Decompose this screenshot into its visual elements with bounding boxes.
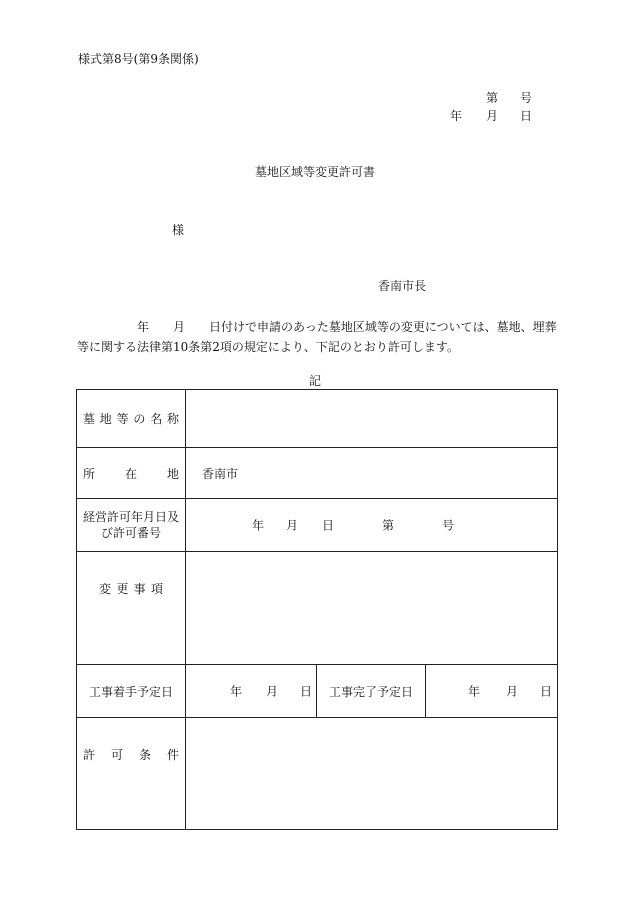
conditions-label [77,718,186,830]
name-label [77,390,186,448]
row-name [77,390,558,448]
form-number: 様式第8号(第9条関係) [78,52,199,66]
complete-label: 工事完了予定日 [317,665,426,718]
issue-date-day: 日 [520,109,533,123]
permit-no-dai: 第 [382,518,395,533]
change-value[interactable] [186,552,558,665]
change-label-char: 項 [150,582,163,596]
conditions-label-char: 条 [138,748,151,762]
location-label-char: 所 [83,466,96,481]
row-conditions [77,718,558,830]
conditions-label-char: 件 [166,748,179,762]
conditions-label-char: 可 [110,748,123,762]
name-label-char: 地 [99,412,112,426]
start-date-month: 月 [266,684,279,699]
body-text [77,317,559,357]
permit-label-line-1: 経営許可年月日及 [82,510,179,524]
permit-form-table [76,389,558,830]
complete-date-day: 日 [540,684,553,699]
permit-value[interactable] [186,499,558,552]
issuer-name: 香南市長 [378,279,427,293]
issue-number-go: 号 [520,91,533,105]
name-label-char: 墓 [83,412,96,426]
location-label [77,448,186,499]
start-date-year: 年 [230,684,243,699]
complete-date-month: 月 [506,684,519,699]
name-label-char: 名 [150,412,163,426]
change-label [77,552,186,665]
addressee-suffix: 様 [172,223,185,237]
name-label-char: の [133,412,146,426]
permit-date-year: 年 [252,518,265,533]
location-value[interactable] [186,448,558,499]
name-label-char: 称 [166,412,179,426]
document-title: 墓地区域等変更許可書 [254,165,375,179]
start-date-day: 日 [300,684,313,699]
permit-date-month: 月 [286,518,299,533]
issue-date-year: 年 [450,109,463,123]
row-schedule [77,665,558,718]
name-value[interactable] [186,390,558,448]
complete-date-value[interactable] [426,665,558,718]
issue-date-month: 月 [486,109,499,123]
row-location [77,448,558,499]
permit-label-line-2: び許可番号 [100,526,161,540]
name-label-char: 等 [116,412,129,426]
permit-label [77,499,186,552]
location-label-char: 在 [124,466,137,481]
start-date-value[interactable] [186,665,317,718]
body-line-2: 等に関する法律第10条第2項の規定により、下記のとおり許可します。 [77,340,459,354]
permit-date-day: 日 [322,518,335,533]
row-change [77,552,558,665]
location-value-text: 香南市 [202,466,239,481]
row-permit [77,499,558,552]
complete-date-year: 年 [468,684,481,699]
issue-number-dai: 第 [486,91,499,105]
permit-no-go: 号 [442,518,455,533]
body-line-1: 年 月 日付けで申請のあった墓地区域等の変更については、墓地、埋葬 [77,320,557,334]
ki-heading: 記 [308,374,321,388]
change-label-char: 更 [116,582,129,596]
change-label-char: 事 [133,582,146,596]
conditions-label-char: 許 [83,748,96,762]
start-label: 工事着手予定日 [77,665,186,718]
conditions-value[interactable] [186,718,558,830]
change-label-char: 変 [99,582,112,596]
location-label-char: 地 [166,466,179,481]
